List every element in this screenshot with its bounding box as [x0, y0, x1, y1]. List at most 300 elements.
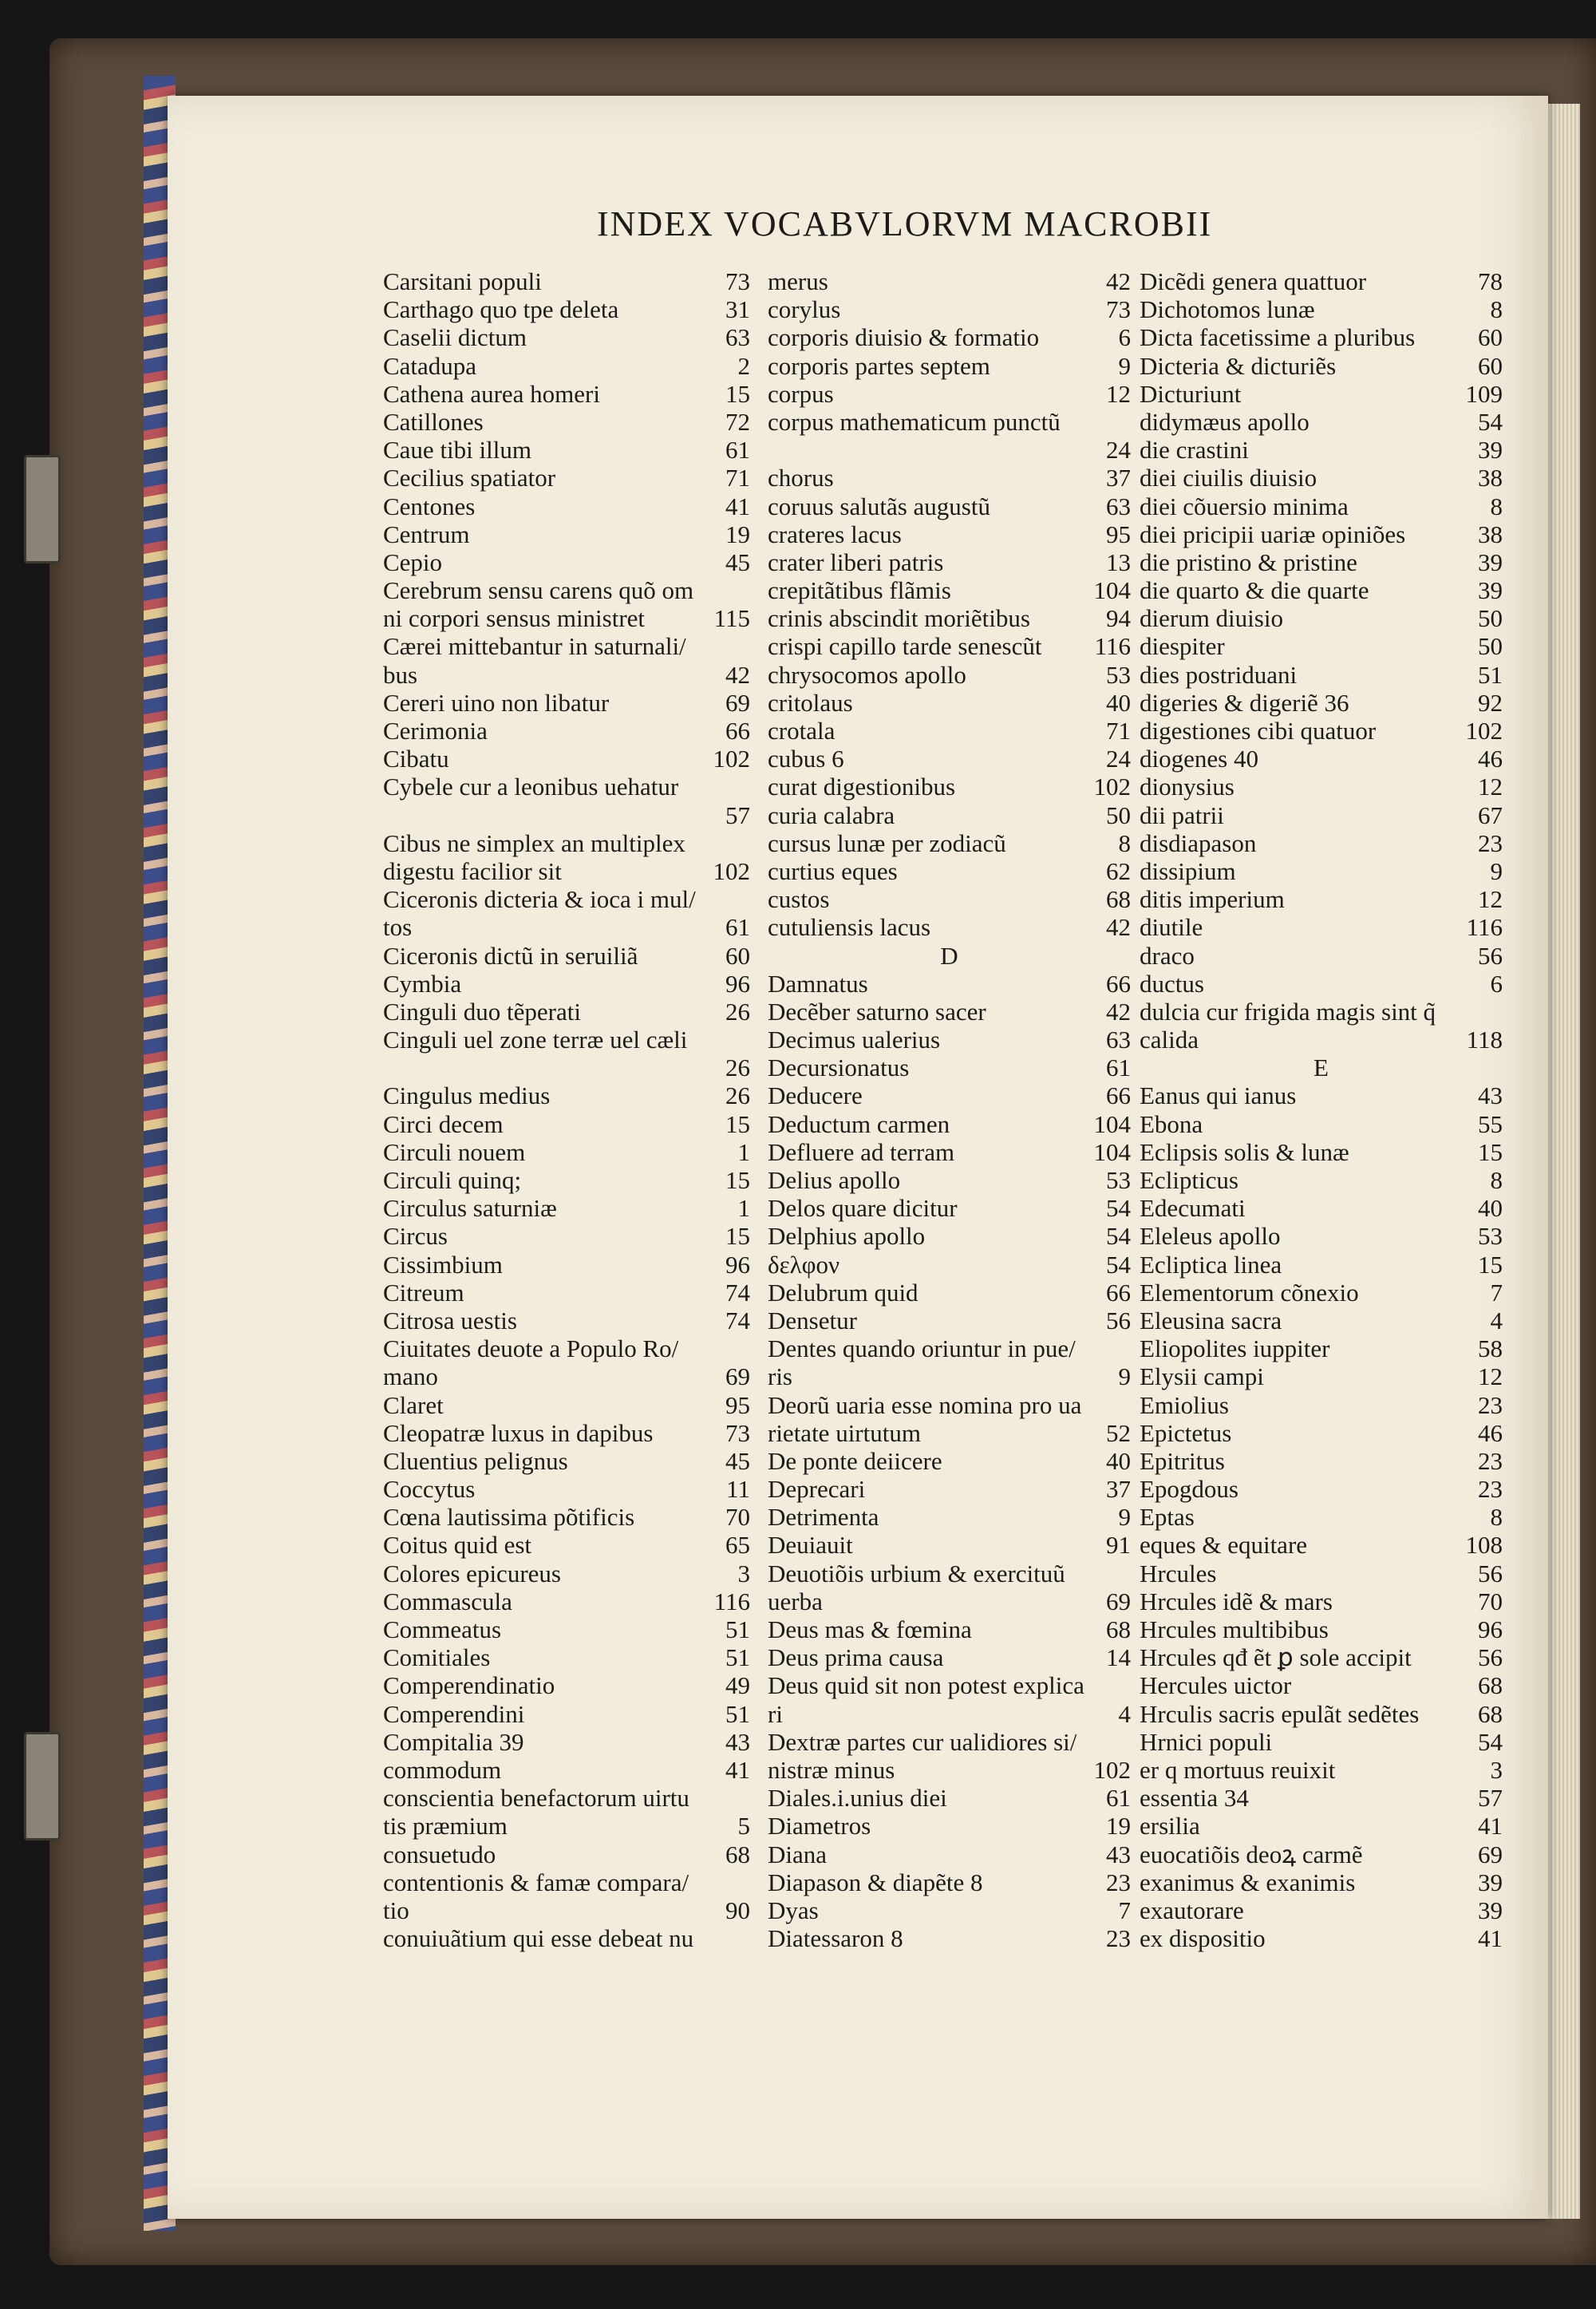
index-entry	[383, 1391, 750, 1419]
entry-term: rietate uirtutum	[768, 1418, 921, 1447]
entry-term: Coccytus	[383, 1475, 476, 1504]
index-entry	[768, 1475, 1131, 1503]
entry-page-number: 54	[1106, 1222, 1131, 1251]
entry-term: Dextræ partes cur ualidiores si/	[768, 1727, 1077, 1756]
entry-term: cubus 6	[768, 745, 844, 773]
entry-term: crispi capillo tarde senescũt	[768, 632, 1042, 661]
entry-page-number: 15	[725, 1166, 750, 1194]
index-entry	[768, 632, 1131, 660]
entry-page-number: 94	[1106, 604, 1131, 633]
entry-term: Diametros	[768, 1812, 871, 1840]
index-entry	[1140, 913, 1503, 941]
entry-term: Elysii campi	[1140, 1362, 1264, 1391]
entry-page-number: 51	[725, 1699, 750, 1728]
entry-page-number: 68	[1106, 885, 1131, 914]
entry-term: Ciuitates deuote a Populo Ro/	[383, 1334, 679, 1363]
entry-term: Dicẽdi genera quattuor	[1140, 267, 1367, 295]
index-entry	[1140, 520, 1503, 548]
entry-term: chrysocomos apollo	[768, 660, 966, 689]
entry-term: corpus	[768, 379, 834, 408]
index-entry	[768, 717, 1131, 745]
entry-term: diogenes 40	[1140, 745, 1258, 773]
entry-term: euocatiõis deoꝝ carmẽ	[1140, 1840, 1363, 1868]
entry-page-number: 41	[1478, 1924, 1503, 1953]
entry-term: Cybele cur a leonibus uehatur	[383, 773, 679, 801]
entry-term: Carsitani populi	[383, 267, 542, 295]
index-entry	[768, 1447, 1131, 1475]
index-entry	[768, 1251, 1131, 1279]
index-entry	[768, 604, 1131, 632]
index-entry	[768, 1924, 1131, 1952]
index-entry	[1140, 352, 1503, 380]
entry-term: Cluentius pelignus	[383, 1446, 568, 1475]
entry-page-number: 3	[1490, 1755, 1503, 1784]
index-entry	[768, 1671, 1131, 1699]
index-entry	[1140, 745, 1503, 773]
entry-term: Hrcules qđ ẽt ꝑ sole accipit	[1140, 1643, 1412, 1672]
index-entry	[768, 970, 1131, 998]
entry-page-number: 8	[1490, 492, 1503, 520]
entry-page-number: 104	[1093, 576, 1131, 605]
entry-term: tis præmium	[383, 1812, 508, 1840]
entry-term: Deus mas & fœmina	[768, 1615, 972, 1643]
entry-term: δελφον	[768, 1250, 840, 1279]
entry-page-number: 5	[737, 1812, 750, 1840]
entry-term: diei ciuilis diuisio	[1140, 464, 1317, 492]
index-entry	[1140, 1784, 1503, 1812]
entry-term: Cerimonia	[383, 717, 488, 745]
entry-term: Cereri uino non libatur	[383, 688, 610, 717]
entry-term: corporis diuisio & formatio	[768, 323, 1040, 352]
entry-term: Cinguli uel zone terræ uel cæli	[383, 1026, 688, 1054]
entry-page-number: 8	[1490, 295, 1503, 324]
index-entry	[1140, 1334, 1503, 1362]
entry-page-number: 63	[725, 323, 750, 352]
entry-term: Deuiauit	[768, 1531, 853, 1560]
index-entry	[383, 1700, 750, 1728]
entry-page-number: 39	[1478, 576, 1503, 605]
entry-page-number: 56	[1478, 1643, 1503, 1672]
entry-term: digeries & digeriẽ 36	[1140, 688, 1349, 717]
entry-term: digestiones cibi quatuor	[1140, 717, 1377, 745]
entry-page-number: 38	[1478, 520, 1503, 548]
entry-page-number: 78	[1478, 267, 1503, 295]
entry-term: crotala	[768, 717, 836, 745]
index-entry	[1140, 1503, 1503, 1531]
entry-term: Cerebrum sensu carens quõ om	[383, 576, 694, 605]
entry-page-number: 45	[725, 548, 750, 576]
index-entry	[768, 1812, 1131, 1840]
entry-term: Dyas	[768, 1896, 819, 1924]
entry-page-number: 49	[725, 1671, 750, 1700]
entry-page-number: 57	[1478, 1784, 1503, 1813]
index-entry	[768, 576, 1131, 604]
index-entry	[383, 885, 750, 913]
index-entry	[383, 1334, 750, 1362]
entry-term: ri	[768, 1699, 783, 1728]
entry-term: nistræ minus	[768, 1755, 895, 1784]
index-entry	[383, 913, 750, 941]
entry-term: diutile	[1140, 913, 1203, 942]
index-entry	[383, 1756, 750, 1784]
entry-page-number: 68	[1106, 1615, 1131, 1643]
entry-page-number: 37	[1106, 464, 1131, 492]
index-entry	[1140, 1419, 1503, 1447]
index-entry	[768, 464, 1131, 492]
entry-term: coruus salutãs augustũ	[768, 492, 990, 520]
index-entry	[1140, 885, 1503, 913]
entry-term: ris	[768, 1362, 792, 1391]
index-entry	[383, 1222, 750, 1250]
clasp-top	[24, 455, 61, 563]
index-entry	[383, 745, 750, 773]
index-entry	[383, 1840, 750, 1868]
entry-page-number: 41	[725, 1755, 750, 1784]
entry-page-number: 8	[1118, 828, 1131, 857]
index-entry	[768, 1896, 1131, 1924]
index-entry	[1140, 267, 1503, 295]
index-entry	[1140, 436, 1503, 464]
index-entry	[768, 492, 1131, 520]
index-entry	[1140, 380, 1503, 408]
entry-page-number: 23	[1478, 1390, 1503, 1419]
entry-term: chorus	[768, 464, 834, 492]
index-entry	[383, 436, 750, 464]
index-entry	[383, 1419, 750, 1447]
index-entry	[383, 548, 750, 576]
entry-term: Eanus qui ianus	[1140, 1081, 1297, 1110]
entry-term: Hrcules multibibus	[1140, 1615, 1329, 1643]
entry-page-number: 96	[725, 1250, 750, 1279]
entry-term: dii patrii	[1140, 801, 1224, 829]
index-entry	[1140, 1700, 1503, 1728]
index-entry	[383, 1251, 750, 1279]
entry-term: corporis partes septem	[768, 351, 990, 380]
entry-term: Cymbia	[383, 969, 462, 998]
entry-page-number: 23	[1478, 828, 1503, 857]
entry-page-number: 26	[725, 1081, 750, 1110]
entry-term: Commascula	[383, 1587, 512, 1615]
index-entry	[1140, 548, 1503, 576]
index-entry	[383, 1475, 750, 1503]
index-entry	[768, 1279, 1131, 1307]
index-entry	[768, 1307, 1131, 1334]
index-entry	[768, 1026, 1131, 1054]
entry-page-number: 102	[713, 856, 750, 885]
entry-term: crinis abscindit moriẽtibus	[768, 604, 1030, 633]
index-entry	[1140, 632, 1503, 660]
entry-page-number: 42	[1106, 997, 1131, 1026]
index-entry	[1140, 717, 1503, 745]
entry-page-number: 13	[1106, 548, 1131, 576]
index-entry	[1140, 464, 1503, 492]
entry-term: Cathena aurea homeri	[383, 379, 600, 408]
index-entry	[1140, 1868, 1503, 1896]
entry-page-number: 1	[737, 1137, 750, 1166]
index-column-2	[768, 267, 1131, 1952]
entry-term: Diapason & diapẽte 8	[768, 1868, 983, 1896]
entry-term: Dicteria & dicturiẽs	[1140, 351, 1337, 380]
entry-term: Cleopatræ luxus in dapibus	[383, 1418, 654, 1447]
entry-page-number: 70	[1478, 1587, 1503, 1615]
entry-page-number: 7	[1490, 1278, 1503, 1307]
index-entry	[768, 520, 1131, 548]
entry-term: mano	[383, 1362, 438, 1391]
entry-page-number: 12	[1478, 1362, 1503, 1391]
entry-page-number: 90	[725, 1896, 750, 1924]
entry-page-number: 115	[713, 604, 750, 633]
index-entry	[383, 1054, 750, 1081]
entry-page-number: 68	[725, 1840, 750, 1868]
clasp-bottom	[24, 1732, 61, 1840]
entry-term: De ponte deiicere	[768, 1446, 942, 1475]
index-entry	[383, 1279, 750, 1307]
index-entry	[1140, 492, 1503, 520]
entry-term: Deductum carmen	[768, 1109, 950, 1138]
entry-page-number: 68	[1478, 1671, 1503, 1700]
entry-term: Hrcules	[1140, 1559, 1217, 1587]
index-entry	[1140, 1279, 1503, 1307]
entry-page-number: 24	[1106, 745, 1131, 773]
entry-page-number: 102	[1093, 1755, 1131, 1784]
index-entry	[383, 1166, 750, 1194]
entry-term: dissipium	[1140, 856, 1236, 885]
index-entry	[768, 295, 1131, 323]
entry-page-number: 43	[1106, 1840, 1131, 1868]
entry-page-number: 23	[1478, 1475, 1503, 1504]
index-entry	[768, 773, 1131, 801]
index-entry	[768, 913, 1131, 941]
entry-page-number: 95	[725, 1390, 750, 1419]
entry-page-number: 39	[1478, 436, 1503, 465]
index-entry	[1140, 857, 1503, 885]
index-entry	[768, 661, 1131, 689]
entry-term: Caue tibi illum	[383, 436, 531, 465]
entry-page-number: 42	[725, 660, 750, 689]
entry-page-number: 46	[1478, 745, 1503, 773]
index-entry	[383, 632, 750, 660]
index-entry	[1140, 1615, 1503, 1643]
entry-term: Catillones	[383, 407, 484, 436]
entry-term: Epogdous	[1140, 1475, 1238, 1504]
entry-page-number: 56	[1478, 941, 1503, 970]
entry-page-number: 69	[1106, 1587, 1131, 1615]
entry-term: Dicturiunt	[1140, 379, 1242, 408]
entry-page-number: 46	[1478, 1418, 1503, 1447]
entry-page-number: 11	[726, 1475, 750, 1504]
entry-page-number: 118	[1466, 1026, 1503, 1054]
index-entry	[768, 1054, 1131, 1081]
index-entry	[383, 998, 750, 1026]
entry-term: Hrcules idẽ & mars	[1140, 1587, 1333, 1615]
entry-term: Cœna lautissima põtificis	[383, 1503, 635, 1532]
index-entry	[383, 829, 750, 857]
entry-page-number: 38	[1478, 464, 1503, 492]
entry-term: Deus quid sit non potest explica	[768, 1671, 1084, 1700]
entry-term: dulcia cur frigida magis sint q̃	[1140, 997, 1436, 1026]
entry-page-number: 15	[725, 1109, 750, 1138]
entry-term: Dichotomos lunæ	[1140, 295, 1315, 324]
entry-term: Claret	[383, 1390, 444, 1419]
page-edges	[1548, 104, 1580, 2219]
entry-page-number: 116	[713, 1587, 750, 1615]
entry-term: Deorũ uaria esse nomina pro ua	[768, 1390, 1082, 1419]
entry-page-number: 95	[1106, 520, 1131, 548]
entry-page-number: 66	[725, 717, 750, 745]
entry-term: dies postriduani	[1140, 660, 1298, 689]
entry-term: Defluere ad terram	[768, 1137, 955, 1166]
entry-page-number: 104	[1093, 1137, 1131, 1166]
entry-page-number: 54	[1106, 1194, 1131, 1223]
entry-page-number: 65	[725, 1531, 750, 1560]
index-entry	[768, 1587, 1131, 1615]
entry-page-number: 6	[1118, 323, 1131, 352]
index-column-3	[1140, 267, 1503, 1952]
entry-page-number: 73	[725, 267, 750, 295]
index-entry	[1140, 408, 1503, 436]
index-entry	[1140, 1812, 1503, 1840]
entry-term: tio	[383, 1896, 409, 1924]
entry-term: die pristino & pristine	[1140, 548, 1357, 576]
entry-term: Ciceronis dictũ in seruiliã	[383, 941, 638, 970]
index-entry	[383, 408, 750, 436]
entry-page-number: 23	[1106, 1924, 1131, 1953]
entry-page-number: 60	[1478, 351, 1503, 380]
entry-page-number: 68	[1478, 1699, 1503, 1728]
index-entry	[1140, 1896, 1503, 1924]
entry-term: conuiuãtium qui esse debeat nu	[383, 1924, 694, 1953]
entry-page-number: 61	[725, 436, 750, 465]
entry-term: Decimus ualerius	[768, 1026, 941, 1054]
entry-page-number: 19	[1106, 1812, 1131, 1840]
entry-term: er q mortuus reuixit	[1140, 1755, 1336, 1784]
index-entry	[383, 1615, 750, 1643]
index-entry	[383, 1362, 750, 1390]
index-entry	[1140, 1138, 1503, 1166]
entry-term: critolaus	[768, 688, 853, 717]
entry-page-number: 41	[1478, 1812, 1503, 1840]
entry-term: E	[1314, 1054, 1329, 1082]
entry-page-number: 26	[725, 1054, 750, 1082]
entry-term: Diales.i.unius diei	[768, 1784, 947, 1813]
entry-term: Hrnici populi	[1140, 1727, 1273, 1756]
index-entry	[768, 1868, 1131, 1896]
entry-term: Citrosa uestis	[383, 1306, 517, 1334]
index-entry	[383, 1587, 750, 1615]
index-entry	[768, 1138, 1131, 1166]
index-entry	[1140, 970, 1503, 998]
entry-page-number: 102	[1093, 773, 1131, 801]
entry-term: Delos quare dicitur	[768, 1194, 958, 1223]
index-entry	[1140, 998, 1503, 1026]
entry-page-number: 45	[725, 1446, 750, 1475]
entry-term: Cissimbium	[383, 1250, 503, 1279]
index-entry	[1140, 1362, 1503, 1390]
entry-term: curtius eques	[768, 856, 898, 885]
entry-page-number: 56	[1478, 1559, 1503, 1587]
entry-page-number: 56	[1106, 1306, 1131, 1334]
index-entry	[1140, 1531, 1503, 1559]
entry-term: custos	[768, 885, 830, 914]
index-entry	[383, 1784, 750, 1812]
entry-page-number: 60	[725, 941, 750, 970]
entry-term: exanimus & exanimis	[1140, 1868, 1356, 1896]
index-entry	[768, 408, 1131, 436]
index-entry	[1140, 801, 1503, 829]
entry-page-number: 12	[1478, 773, 1503, 801]
entry-term: Epitritus	[1140, 1446, 1225, 1475]
entry-page-number: 74	[725, 1278, 750, 1307]
entry-term: Decursionatus	[768, 1054, 910, 1082]
entry-term: Decẽber saturno sacer	[768, 997, 986, 1026]
entry-page-number: 51	[725, 1643, 750, 1672]
entry-page-number: 15	[725, 1222, 750, 1251]
index-entry	[768, 1334, 1131, 1362]
index-entry	[768, 323, 1131, 351]
entry-term: essentia 34	[1140, 1784, 1249, 1813]
index-entry	[768, 1643, 1131, 1671]
index-entry	[383, 295, 750, 323]
entry-page-number: 50	[1478, 632, 1503, 661]
index-entry	[1140, 323, 1503, 351]
entry-page-number: 69	[1478, 1840, 1503, 1868]
index-entry	[1140, 604, 1503, 632]
index-entry	[383, 942, 750, 970]
index-entry	[383, 1138, 750, 1166]
entry-term: Cecilius spatiator	[383, 464, 556, 492]
index-entry	[1140, 1840, 1503, 1868]
entry-page-number: 73	[725, 1418, 750, 1447]
entry-term: Diana	[768, 1840, 828, 1868]
entry-term: disdiapason	[1140, 828, 1257, 857]
index-entry	[1140, 295, 1503, 323]
entry-page-number: 62	[1106, 856, 1131, 885]
index-entry	[383, 1531, 750, 1559]
entry-term: Comperendini	[383, 1699, 525, 1728]
entry-term: commodum	[383, 1755, 502, 1784]
section-letter	[1140, 1054, 1503, 1081]
entry-page-number: 2	[737, 351, 750, 380]
entry-term: Dentes quando oriuntur in pue/	[768, 1334, 1076, 1363]
index-entry	[1140, 1643, 1503, 1671]
index-entry	[383, 689, 750, 717]
index-entry	[383, 1560, 750, 1587]
entry-page-number: 14	[1106, 1643, 1131, 1672]
entry-page-number: 91	[1106, 1531, 1131, 1560]
entry-page-number: 6	[1490, 969, 1503, 998]
entry-term: die quarto & die quarte	[1140, 576, 1369, 605]
entry-page-number: 74	[725, 1306, 750, 1334]
entry-page-number: 8	[1490, 1166, 1503, 1194]
index-entry	[383, 323, 750, 351]
entry-term: Cibatu	[383, 745, 449, 773]
entry-page-number: 61	[1106, 1054, 1131, 1082]
entry-page-number: 26	[725, 997, 750, 1026]
entry-term: ni corpori sensus ministret	[383, 604, 646, 633]
entry-page-number: 102	[713, 745, 750, 773]
entry-term: Deducere	[768, 1081, 863, 1110]
entry-term: curia calabra	[768, 801, 895, 829]
index-entry	[383, 1671, 750, 1699]
entry-page-number: 15	[1478, 1137, 1503, 1166]
entry-term: calida	[1140, 1026, 1199, 1054]
index-entry	[768, 1391, 1131, 1419]
entry-term: Epictetus	[1140, 1418, 1232, 1447]
entry-page-number: 58	[1478, 1334, 1503, 1363]
index-entry	[1140, 1671, 1503, 1699]
entry-term: Hrculis sacris epulãt sedẽtes	[1140, 1699, 1420, 1728]
index-entry	[768, 1700, 1131, 1728]
